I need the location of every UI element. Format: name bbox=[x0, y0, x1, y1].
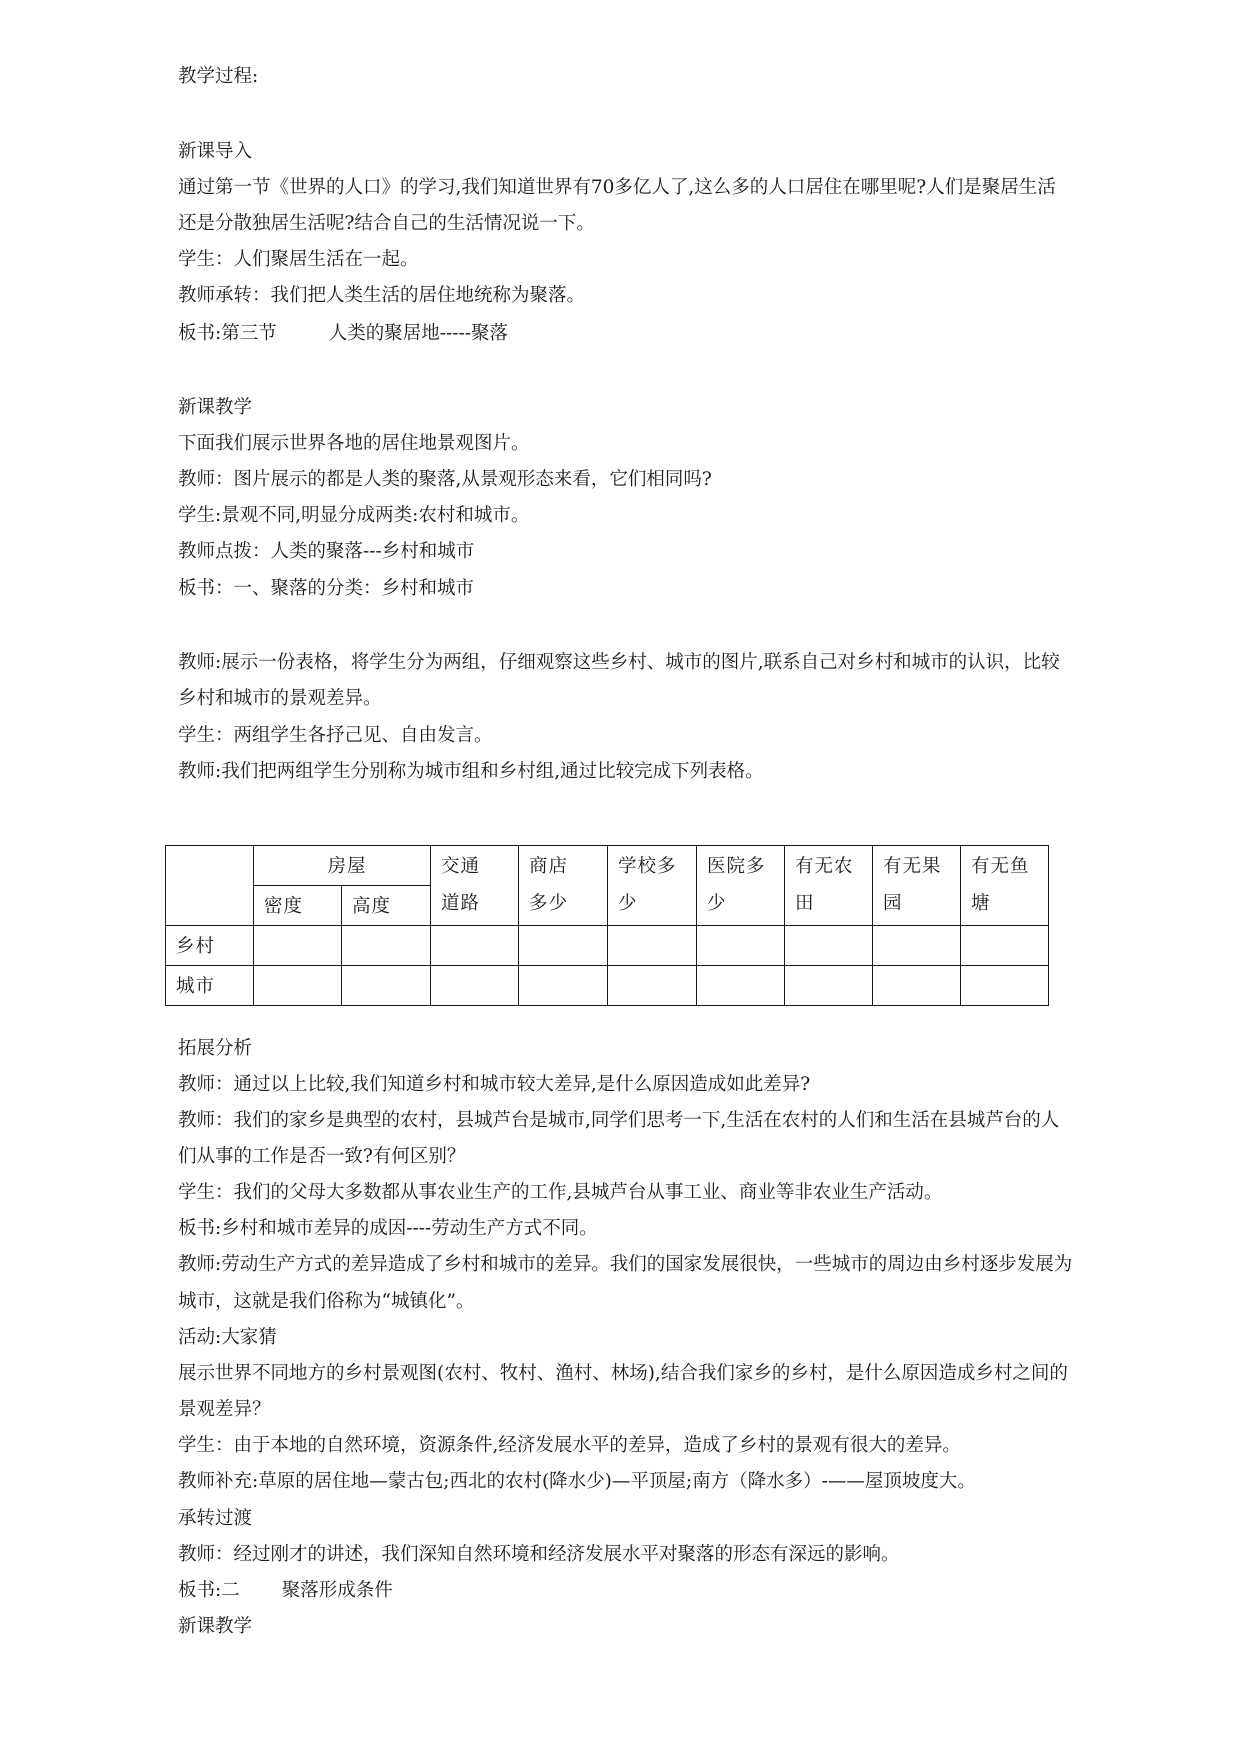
table-row bbox=[166, 926, 1049, 966]
table-cell bbox=[697, 966, 785, 1006]
paragraph-line: 板书：一、聚落的分类：乡村和城市 bbox=[178, 578, 475, 599]
heading-new-lesson: 新课教学 bbox=[178, 1616, 253, 1637]
paragraph-line: 教师:展示一份表格，将学生分为两组，仔细观察这些乡村、城市的图片,联系自己对乡村和城市的认识，比较 bbox=[178, 652, 1060, 673]
table-cell bbox=[697, 926, 785, 966]
paragraph-line: 教师：图片展示的都是人类的聚落,从景观形态来看，它们相同吗? bbox=[178, 469, 712, 490]
blackboard-label: 板书:二 bbox=[178, 1580, 240, 1601]
paragraph-line: 教师：通过以上比较,我们知道乡村和城市较大差异,是什么原因造成如此差异? bbox=[178, 1074, 811, 1095]
table-cell bbox=[519, 926, 608, 966]
table-cell bbox=[608, 966, 697, 1006]
blackboard-label: 板书:第三节 bbox=[178, 323, 277, 344]
header-pond: 有无鱼 塘 bbox=[961, 846, 1049, 926]
table-cell bbox=[342, 966, 431, 1006]
paragraph-line: 下面我们展示世界各地的居住地景观图片。 bbox=[178, 433, 530, 454]
blackboard-title: 人类的聚居地-----聚落 bbox=[328, 323, 508, 344]
paragraph-line: 教师:劳动生产方式的差异造成了乡村和城市的差异。我们的国家发展很快，一些城市的周边由乡村逐步发展为 bbox=[178, 1254, 1073, 1275]
paragraph-line: 教师点拨：人类的聚落---乡村和城市 bbox=[178, 541, 475, 562]
paragraph-line: 教师：我们的家乡是典型的农村，县城芦台是城市,同学们思考一下,生活在农村的人们和生活在县城芦台的人 bbox=[178, 1110, 1060, 1131]
heading-transition: 承转过渡 bbox=[178, 1508, 253, 1529]
table-cell bbox=[961, 966, 1049, 1006]
blackboard-line bbox=[178, 322, 1078, 346]
paragraph-line: 通过第一节《世界的人口》的学习,我们知道世界有70多亿人了,这么多的人口居住在哪里呢?人们是聚居生活 bbox=[178, 177, 1056, 198]
table-cell bbox=[873, 966, 961, 1006]
paragraph-line: 教师：经过刚才的讲述，我们深知自然环境和经济发展水平对聚落的形态有深远的影响。 bbox=[178, 1544, 900, 1565]
heading-teaching-process: 教学过程: bbox=[178, 66, 259, 87]
paragraph-line: 学生：我们的父母大多数都从事农业生产的工作,县城芦台从事工业、商业等非农业生产活动。 bbox=[178, 1182, 943, 1203]
blackboard-line bbox=[178, 1579, 1078, 1603]
heading-new-lesson-intro: 新课导入 bbox=[178, 141, 253, 162]
table-cell bbox=[254, 966, 342, 1006]
paragraph-line: 乡村和城市的景观差异。 bbox=[178, 688, 382, 709]
paragraph-line: 学生：由于本地的自然环境，资源条件,经济发展水平的差异，造成了乡村的景观有很大的差异。 bbox=[178, 1435, 961, 1456]
header-hospitals: 医院多 少 bbox=[697, 846, 785, 926]
paragraph-line: 们从事的工作是否一致?有何区别？ bbox=[178, 1146, 466, 1167]
paragraph-line: 学生：人们聚居生活在一起。 bbox=[178, 249, 419, 270]
paragraph-line: 还是分散独居生活呢?结合自己的生活情况说一下。 bbox=[178, 213, 595, 234]
table-cell bbox=[873, 926, 961, 966]
table-cell bbox=[254, 926, 342, 966]
header-shops: 商店 多少 bbox=[519, 846, 608, 926]
table-cell bbox=[342, 926, 431, 966]
header-house: 房屋 bbox=[254, 846, 431, 886]
header-orchard: 有无果 园 bbox=[873, 846, 961, 926]
header-density: 密度 bbox=[254, 886, 342, 926]
paragraph-line: 教师承转：我们把人类生活的居住地统称为聚落。 bbox=[178, 285, 586, 306]
comparison-table bbox=[165, 845, 1049, 1006]
paragraph-line: 城市，这就是我们俗称为“城镇化”。 bbox=[178, 1291, 475, 1312]
paragraph-line: 学生：两组学生各抒己见、自由发言。 bbox=[178, 725, 493, 746]
header-traffic: 交通 道路 bbox=[431, 846, 519, 926]
table-cell bbox=[608, 926, 697, 966]
heading-new-lesson: 新课教学 bbox=[178, 397, 253, 418]
paragraph-line: 学生:景观不同,明显分成两类:农村和城市。 bbox=[178, 505, 530, 526]
table-cell bbox=[961, 926, 1049, 966]
table-cell bbox=[785, 966, 873, 1006]
table-row bbox=[166, 966, 1049, 1006]
heading-extended-analysis: 拓展分析 bbox=[178, 1038, 253, 1059]
table-cell bbox=[519, 966, 608, 1006]
paragraph-line: 教师:我们把两组学生分别称为城市组和乡村组,通过比较完成下列表格。 bbox=[178, 761, 764, 782]
paragraph-line: 展示世界不同地方的乡村景观图(农村、牧村、渔村、林场),结合我们家乡的乡村，是什么原因造成乡村之间的 bbox=[178, 1363, 1068, 1384]
row-label-city: 城市 bbox=[166, 966, 254, 1006]
paragraph-line: 板书:乡村和城市差异的成因----劳动生产方式不同。 bbox=[178, 1218, 598, 1239]
table-cell bbox=[431, 926, 519, 966]
table-corner-cell bbox=[166, 846, 254, 926]
paragraph-line: 活动:大家猜 bbox=[178, 1327, 277, 1348]
header-farmland: 有无农 田 bbox=[785, 846, 873, 926]
row-label-village: 乡村 bbox=[166, 926, 254, 966]
header-height: 高度 bbox=[342, 886, 431, 926]
table-cell bbox=[785, 926, 873, 966]
paragraph-line: 景观差异？ bbox=[178, 1399, 271, 1420]
blackboard-title: 聚落形成条件 bbox=[281, 1580, 393, 1601]
header-schools: 学校多 少 bbox=[608, 846, 697, 926]
table-cell bbox=[431, 966, 519, 1006]
paragraph-line: 教师补充:草原的居住地—蒙古包;西北的农村(降水少)—平顶屋;南方（降水多）-——屋顶坡度大。 bbox=[178, 1471, 976, 1492]
